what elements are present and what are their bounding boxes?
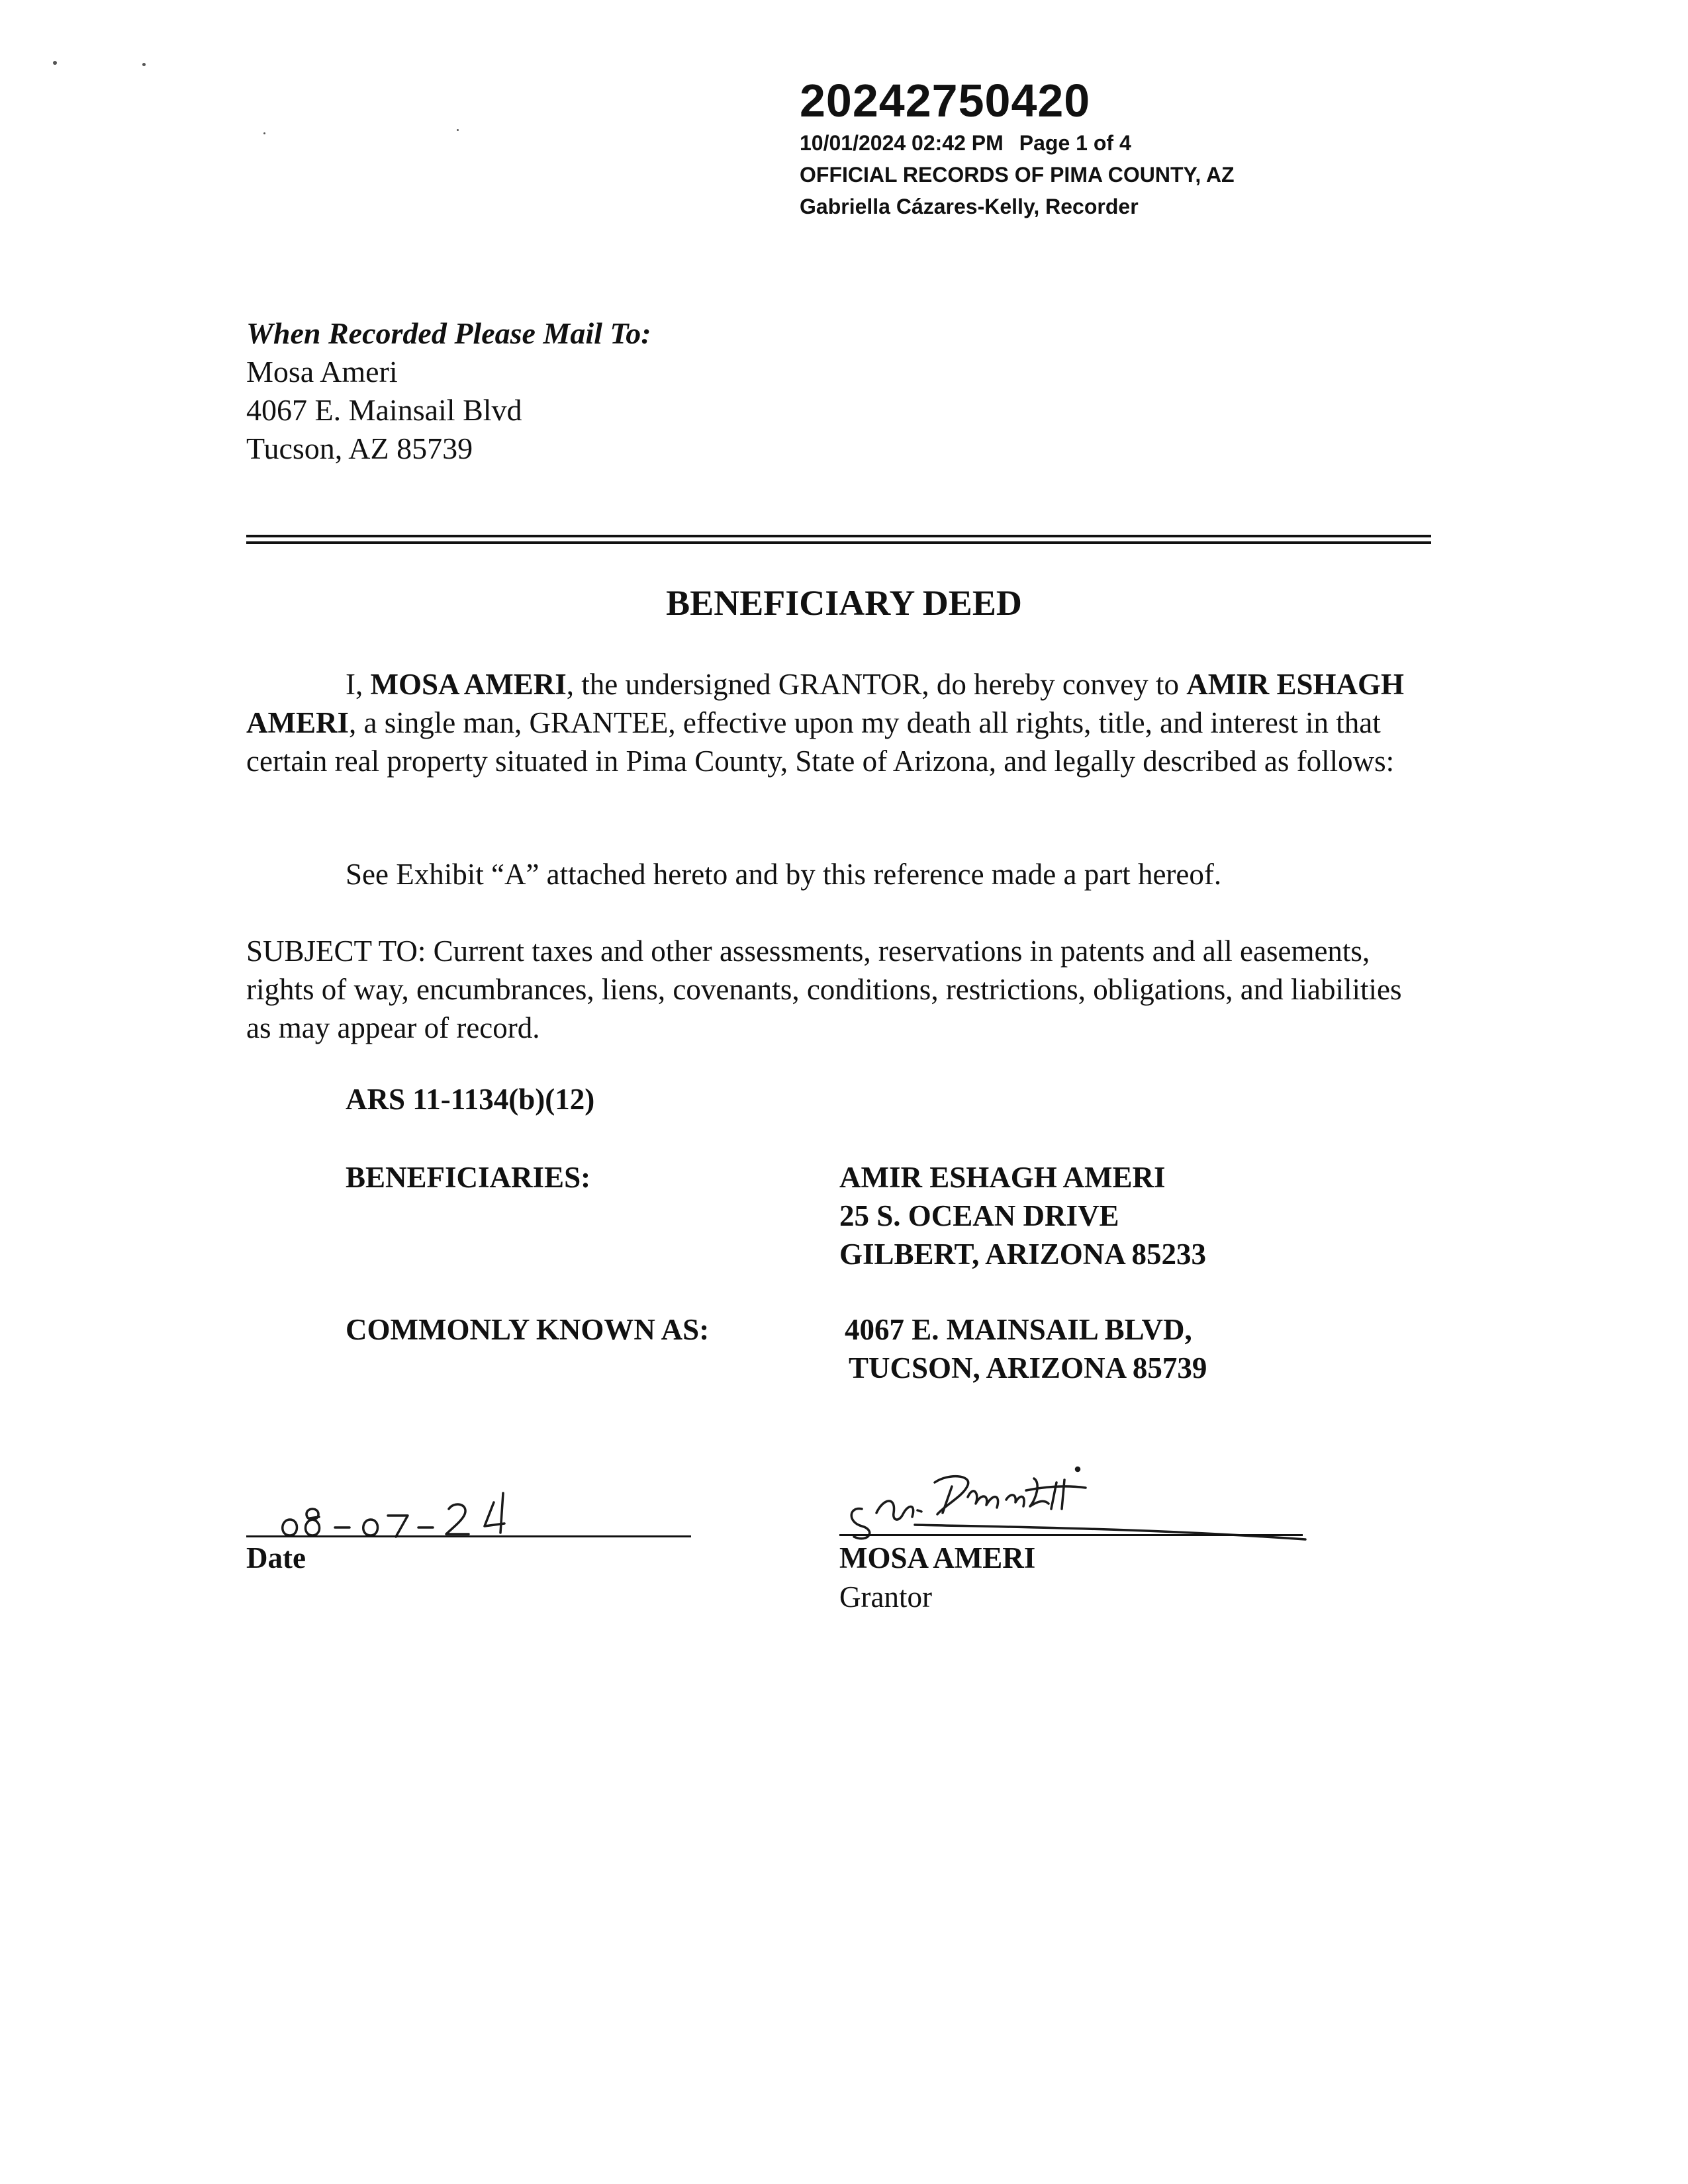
beneficiary-city: GILBERT, ARIZONA 85233 [839,1238,1206,1271]
recorder-name: Gabriella Cázares-Kelly, Recorder [800,195,1139,218]
scan-speck [142,63,146,66]
conveyance-text: I, [346,668,371,701]
recording-number: 20242750420 [800,75,1091,126]
conveyance-text: , the undersigned GRANTOR, do hereby convey to [566,668,1187,701]
conveyance-paragraph [246,665,1431,780]
recorder-stamp [800,74,1235,222]
date-signature-line [246,1535,691,1537]
scan-speck [457,129,459,131]
recording-datetime: 10/01/2024 02:42 PM [800,131,1004,155]
recording-datetime-line [800,127,1235,159]
grantor-name: MOSA AMERI [839,1541,1036,1574]
grantor-role: Grantor [839,1580,932,1614]
mail-to-city: Tucson, AZ 85739 [246,432,473,465]
page-indicator: Page 1 of 4 [1019,131,1131,155]
mail-to-name: Mosa Ameri [246,355,398,388]
beneficiary-address [839,1158,1206,1273]
statute-reference: ARS 11-1134(b)(12) [346,1083,595,1116]
handwritten-date [271,1489,549,1542]
property-city: TUCSON, ARIZONA 85739 [849,1351,1207,1385]
mail-to-block [246,314,651,468]
recording-office: OFFICIAL RECORDS OF PIMA COUNTY, AZ [800,163,1235,187]
scan-speck [53,61,57,65]
grantee-name-inline: AMIR ESHAGH AMERI [246,668,1405,739]
conveyance-text: , a single man, GRANTEE, effective upon my death all rights, title, and interest in that certain real property situated in Pima County, State of Arizona, and legally described as follows: [246,706,1395,778]
commonly-known-label: COMMONLY KNOWN AS: [346,1313,710,1346]
date-label: Date [246,1541,306,1574]
document-title: BENEFICIARY DEED [666,583,1022,623]
beneficiary-name: AMIR ESHAGH AMERI [839,1161,1166,1194]
grantor-signature [835,1456,1312,1542]
property-address [845,1310,1207,1387]
grantor-name-inline: MOSA AMERI [370,668,567,701]
mail-to-street: 4067 E. Mainsail Blvd [246,393,522,427]
scan-speck [263,132,265,134]
double-rule-divider [246,535,1431,545]
beneficiary-street: 25 S. OCEAN DRIVE [839,1199,1119,1232]
property-street: 4067 E. MAINSAIL BLVD, [845,1313,1192,1346]
mail-to-header: When Recorded Please Mail To: [246,316,651,350]
grantor-signature-line [839,1534,1303,1536]
subject-to-paragraph: SUBJECT TO: Current taxes and other assessments, reservations in patents and all easements, rights of way, encumbrances, liens, covenants, conditions, restrictions, obligations, and liabilities as may appear of record. [246,934,1402,1044]
beneficiaries-label: BENEFICIARIES: [346,1161,591,1194]
exhibit-reference: See Exhibit “A” attached hereto and by this reference made a part hereof. [346,858,1222,891]
